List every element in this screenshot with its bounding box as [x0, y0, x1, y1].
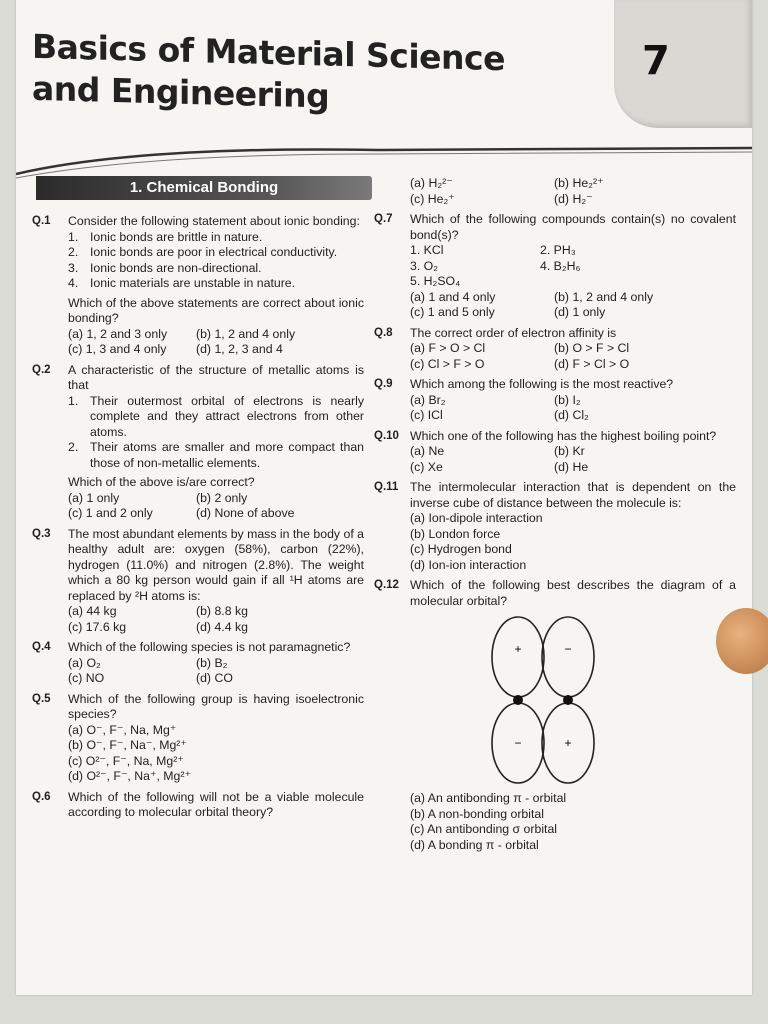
right-column [374, 176, 736, 858]
option-item: (a) 1, 2 and 3 only [68, 326, 168, 341]
statement-number: 1. [68, 393, 79, 408]
statement-number: 4. [68, 276, 79, 290]
compound-item: 2. PH₃ [540, 243, 576, 257]
option-item: (a) 44 kg [68, 604, 117, 618]
statement-item [68, 245, 364, 261]
question-number: Q.11 [374, 481, 399, 493]
options-list [410, 393, 736, 424]
option-item: (d) A bonding π - orbital [410, 837, 539, 852]
statement-item [68, 394, 364, 441]
question-text: Which one of the following has the highest boiling point? [410, 428, 717, 443]
header-divider [16, 140, 752, 180]
option-item: (a) 1 and 4 only [410, 289, 496, 304]
chapter-title-line2: and Engineering [32, 68, 330, 116]
option-item: (d) O²⁻, F⁻, Na⁺, Mg²⁺ [68, 769, 191, 783]
option-item: (b) London force [410, 526, 501, 541]
chapter-number: 7 [642, 38, 670, 84]
question-body [410, 176, 736, 207]
question-text: A characteristic of the structure of metallic atoms is that [68, 362, 364, 392]
question-body [68, 640, 364, 687]
option-item: (a) Ion-dipole interaction [410, 511, 543, 525]
option-item: (a) H₂²⁻ [410, 176, 453, 190]
orbital-sign: + [514, 642, 522, 656]
question-text: The most abundant elements by mass in the body of a healthy adult are: oxygen (58%), carbon (22%), hydrogen (11.0%) and nitrogen (2.8%). The weight which a 80 kg person would gain if all ¹H atoms are replaced by ²H atoms is: [68, 526, 364, 603]
question-number: Q.8 [374, 326, 393, 339]
question-number: Q.3 [32, 527, 51, 540]
option-item: (c) 1, 3 and 4 only [68, 342, 167, 356]
option-item: (d) Ion-ion interaction [410, 557, 527, 572]
statement-number: 1. [68, 229, 79, 244]
statement-item [68, 276, 364, 292]
question-number: Q.10 [374, 429, 399, 442]
question-text: Which of the following species is not paramagnetic? [68, 640, 351, 654]
statement-item [68, 440, 364, 471]
option-item: (d) 1 only [554, 305, 606, 319]
statement-text: Ionic bonds are non-directional. [90, 260, 262, 275]
molecular-orbital-diagram [470, 615, 630, 785]
nucleus-dot [563, 695, 573, 705]
statement-text: Ionic bonds are poor in electrical conductivity. [90, 245, 338, 259]
option-item: (c) An antibonding σ orbital [410, 822, 558, 836]
question-body [68, 527, 364, 636]
question-block [32, 790, 364, 821]
question-block [32, 363, 364, 522]
option-item: (b) O⁻, F⁻, Na⁻, Mg²⁺ [68, 738, 187, 752]
option-item: (a) F > O > Cl [410, 341, 486, 355]
option-item: (c) 17.6 kg [68, 619, 127, 634]
question-text: The correct order of electron affinity is [410, 325, 617, 340]
option-item: (b) B₂ [196, 655, 228, 670]
statement-number: 3. [68, 260, 79, 275]
compound-list [410, 243, 736, 290]
options-list [410, 444, 736, 475]
question-prompt: Which of the above statements are correct about ionic bonding? [68, 295, 364, 325]
option-item: (c) 1 and 5 only [410, 305, 495, 319]
question-block [374, 429, 736, 476]
statement-text: Their atoms are smaller and more compact than those of non-metallic elements. [90, 440, 364, 470]
question-block [32, 640, 364, 687]
statement-number: 2. [68, 440, 79, 454]
option-item: (a) Ne [410, 444, 445, 458]
question-number [374, 176, 410, 207]
statement-item [68, 261, 364, 277]
question-body [410, 377, 736, 424]
compound-item: 3. O₂ [410, 258, 439, 273]
question-number: Q.2 [32, 363, 51, 376]
option-item: (a) Br₂ [410, 392, 446, 407]
orbital-sign: + [564, 736, 572, 750]
options-list [410, 176, 736, 207]
question-block [32, 692, 364, 785]
question-block [374, 176, 736, 207]
option-item: (a) O⁻, F⁻, Na, Mg⁺ [68, 722, 177, 737]
option-item: (d) He [554, 459, 589, 474]
compound-item [540, 274, 736, 290]
statement-item [68, 230, 364, 246]
statement-text: Ionic bonds are brittle in nature. [90, 229, 263, 244]
options-list [68, 491, 364, 522]
left-column [32, 214, 364, 826]
section-banner [36, 176, 372, 200]
section-title: 1. Chemical Bonding [129, 179, 279, 196]
nucleus-dot [513, 695, 523, 705]
option-item: (c) 1 and 2 only [68, 506, 153, 520]
compound-item: 5. H₂SO₄ [410, 274, 461, 288]
options-list [68, 723, 364, 785]
option-item: (d) H₂⁻ [554, 191, 593, 206]
options-list [68, 656, 364, 687]
option-item: (b) A non-bonding orbital [410, 806, 544, 821]
option-item: (c) He₂⁺ [410, 191, 455, 206]
statement-text: Ionic materials are unstable in nature. [90, 276, 296, 290]
option-item: (b) 1, 2 and 4 only [554, 289, 654, 304]
options-list [68, 604, 364, 635]
question-body [68, 214, 364, 358]
question-text: Which among the following is the most reactive? [410, 377, 674, 391]
question-text: Which of the following compounds contain(s) no covalent bond(s)? [410, 212, 736, 242]
orbital-lobe [492, 617, 544, 697]
options-list [410, 290, 736, 321]
option-item: (c) NO [68, 671, 105, 685]
question-block [374, 578, 736, 853]
question-number: Q.4 [32, 641, 51, 653]
question-body [410, 578, 736, 853]
option-item: (b) He₂²⁺ [554, 176, 604, 190]
question-text: Consider the following statement about ionic bonding: [68, 214, 360, 228]
option-item: (c) Hydrogen bond [410, 542, 512, 556]
option-item: (d) F > Cl > O [554, 356, 630, 371]
question-body [68, 692, 364, 785]
option-item: (c) O²⁻, F⁻, Na, Mg²⁺ [68, 753, 184, 768]
option-item: (d) 1, 2, 3 and 4 [196, 342, 283, 356]
orbital-sign: − [564, 642, 572, 656]
orbital-sign: − [514, 736, 522, 750]
option-item: (d) None of above [196, 506, 295, 520]
question-block [32, 527, 364, 636]
option-item: (c) ICl [410, 408, 443, 422]
chapter-tab [614, 0, 752, 128]
option-item: (b) 1, 2 and 4 only [196, 326, 296, 341]
question-body [410, 480, 736, 573]
question-text: The intermolecular interaction that is dependent on the inverse cube of distance between the molecule is: [410, 480, 736, 510]
options-list [410, 791, 736, 853]
chapter-title-line1: Basics of Material Science [32, 26, 505, 79]
textbook-page [16, 0, 752, 995]
question-number: Q.6 [32, 790, 51, 803]
option-item: (b) 2 only [196, 490, 248, 505]
option-item: (d) Cl₂ [554, 408, 589, 422]
question-block [374, 212, 736, 321]
question-prompt: Which of the above is/are correct? [68, 475, 255, 489]
option-item: (a) O₂ [68, 655, 101, 670]
question-body [68, 363, 364, 522]
option-item: (d) 4.4 kg [196, 619, 248, 634]
option-item: (a) 1 only [68, 490, 120, 505]
question-number: Q.5 [32, 692, 51, 705]
option-item: (b) 8.8 kg [196, 604, 248, 618]
question-body [410, 212, 736, 321]
question-block [374, 480, 736, 573]
question-block [374, 326, 736, 373]
option-item: (b) Kr [554, 444, 585, 458]
option-item: (b) I₂ [554, 392, 581, 407]
statement-text: Their outermost orbital of electrons is nearly complete and they attract electrons from other atoms. [90, 393, 364, 439]
option-item: (c) Xe [410, 459, 443, 474]
options-list [410, 341, 736, 372]
option-item: (c) Cl > F > O [410, 356, 485, 371]
finger-edge [716, 608, 768, 674]
options-list [68, 327, 364, 358]
question-text: Which of the following group is having isoelectronic species? [68, 691, 364, 721]
question-body [410, 326, 736, 373]
statement-number: 2. [68, 245, 79, 259]
compound-item: 1. KCl [410, 243, 444, 257]
compound-item: 4. B₂H₆ [540, 258, 581, 273]
question-block [32, 214, 364, 358]
question-text: Which of the following will not be a viable molecule according to molecular orbital theory? [68, 789, 364, 819]
option-item: (b) O > F > Cl [554, 341, 630, 355]
question-number: Q.12 [374, 579, 399, 591]
option-item: (a) An antibonding π - orbital [410, 791, 567, 805]
question-block [374, 377, 736, 424]
option-item: (d) CO [196, 671, 233, 685]
options-list [410, 511, 736, 573]
question-number: Q.1 [32, 215, 51, 227]
orbital-lobe [542, 617, 594, 697]
question-body [410, 429, 736, 476]
question-text: Which of the following best describes the diagram of a molecular orbital? [410, 578, 736, 608]
question-body [68, 790, 364, 821]
question-number: Q.7 [374, 213, 393, 225]
chapter-title [32, 26, 505, 122]
question-number: Q.9 [374, 378, 393, 390]
